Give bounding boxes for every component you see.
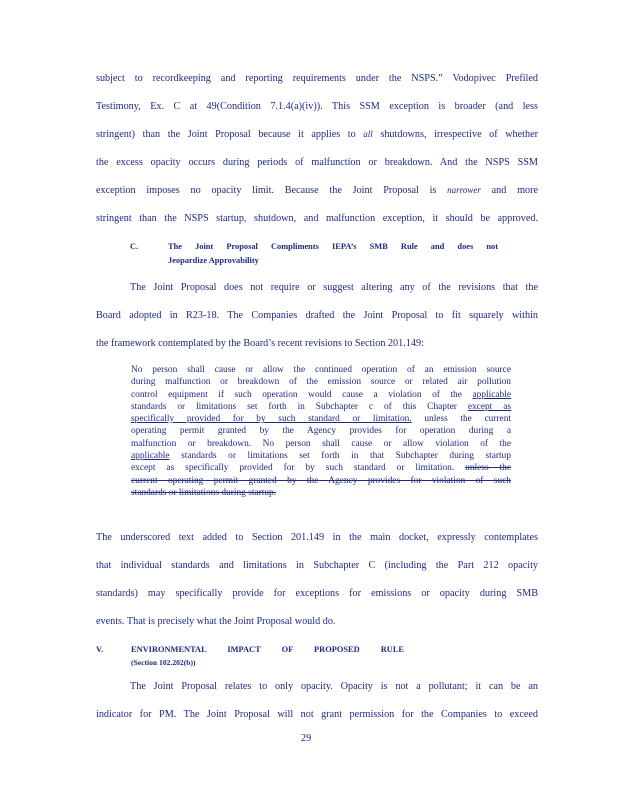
quote-line5-underlined: specifically provided for by such standard or limitation. [131, 414, 412, 425]
section-v-title: ENVIRONMENTAL IMPACT OF PROPOSED RULE [131, 645, 404, 654]
quote-line3-underlined: applicable [472, 389, 511, 400]
section-c-title-line2: Jeopardize Approvability [168, 256, 259, 265]
quote-line4-a: standards or limitations set forth in Subchapter c of this Chapter [131, 401, 457, 412]
para1-line3-b: shutdowns, irrespective of whether [380, 129, 539, 140]
section-c-title-line1: The Joint Proposal Compliments IEPA’s SMB Rule and does not [168, 242, 498, 251]
quote-line3-a: control equipment if such operation would cause a violation of the [131, 389, 462, 400]
quote-line9-struck: unless the [465, 463, 511, 474]
quote-line9-a: except as specifically provided for by such standard or limitation. [131, 463, 455, 474]
quote-line5 [131, 413, 511, 425]
para1-line6: stringent than the NSPS startup, shutdown, and malfunction exception, it should be approved. [96, 213, 538, 224]
para1-line5-b: and more [491, 185, 539, 196]
quote-line5-b: unless the current [424, 414, 511, 425]
quote-line3 [131, 389, 511, 401]
quote-line7: malfunction or breakdown. No person shall cause or allow violation of the [131, 438, 511, 449]
para2-line1: The Joint Proposal does not require or suggest altering any of the revisions that the [130, 282, 538, 293]
quote-line4-underlined: except as [467, 401, 512, 412]
para3-line2: that individual standards and limitations in Subchapter C (including the Part 212 opacity [96, 560, 538, 571]
quote-line6: operating permit granted by the Agency provides for operation during a [131, 426, 511, 437]
section-v-number: V. [96, 645, 104, 654]
quote-line4 [131, 401, 511, 413]
quote-line8-underlined: applicable [131, 451, 170, 462]
quote-line2: during malfunction or breakdown of the emission source or related air pollution [131, 377, 511, 388]
quote-line8-b: standards or limitations set forth in that Subchapter during startup [181, 451, 512, 462]
quote-line8 [131, 450, 511, 462]
para3-line1: The underscored text added to Section 201.149 in the main docket, expressly contemplates [96, 532, 538, 543]
para2-line2: Board adopted in R23-18. The Companies drafted the Joint Proposal to fit squarely within [96, 310, 538, 321]
para1-line3-a: stringent) than the Joint Proposal because it applies to [96, 129, 356, 140]
page-number: 29 [301, 733, 312, 744]
para1-line5-italic: narrower [447, 185, 481, 195]
para4-line2: indicator for PM. The Joint Proposal will not grant permission for the Companies to exceed [96, 709, 538, 720]
para2-line3: the framework contemplated by the Board’s recent revisions to Section 201.149: [96, 338, 424, 349]
para1-line4: the excess opacity occurs during periods of malfunction or breakdown. And the NSPS SSM [96, 157, 538, 168]
para3-line3: standards) may specifically provide for exceptions for emissions or opacity during SMB [96, 588, 538, 599]
para4-line1: The Joint Proposal relates to only opacity. Opacity is not a pollutant; it can be an [130, 681, 538, 692]
section-v-subtitle: (Section 102.202(b)) [131, 658, 196, 667]
section-c-letter: C. [130, 242, 139, 251]
block-quote [131, 364, 511, 499]
quote-line11-struck: standards or limitations during startup. [131, 487, 277, 498]
para1-line2: Testimony, Ex. C at 49(Condition 7.1.4(a)(iv)). This SSM exception is broader (and less [96, 101, 538, 112]
quote-line9 [131, 462, 511, 474]
para1-line5 [96, 185, 538, 196]
para1-line3-italic: all [363, 129, 373, 139]
para3-line4: events. That is precisely what the Joint Proposal would do. [96, 616, 336, 627]
quote-line10-struck: current operating permit granted by the Agency provides for violation of such [131, 475, 511, 486]
para1-line5-a: exception imposes no opacity limit. Because the Joint Proposal is [96, 185, 437, 196]
para1-line1: subject to recordkeeping and reporting requirements under the NSPS.” Vodopivec Prefiled [96, 73, 538, 84]
para1-line3 [96, 129, 538, 140]
quote-line1: No person shall cause or allow the continued operation of an emission source [131, 365, 511, 375]
